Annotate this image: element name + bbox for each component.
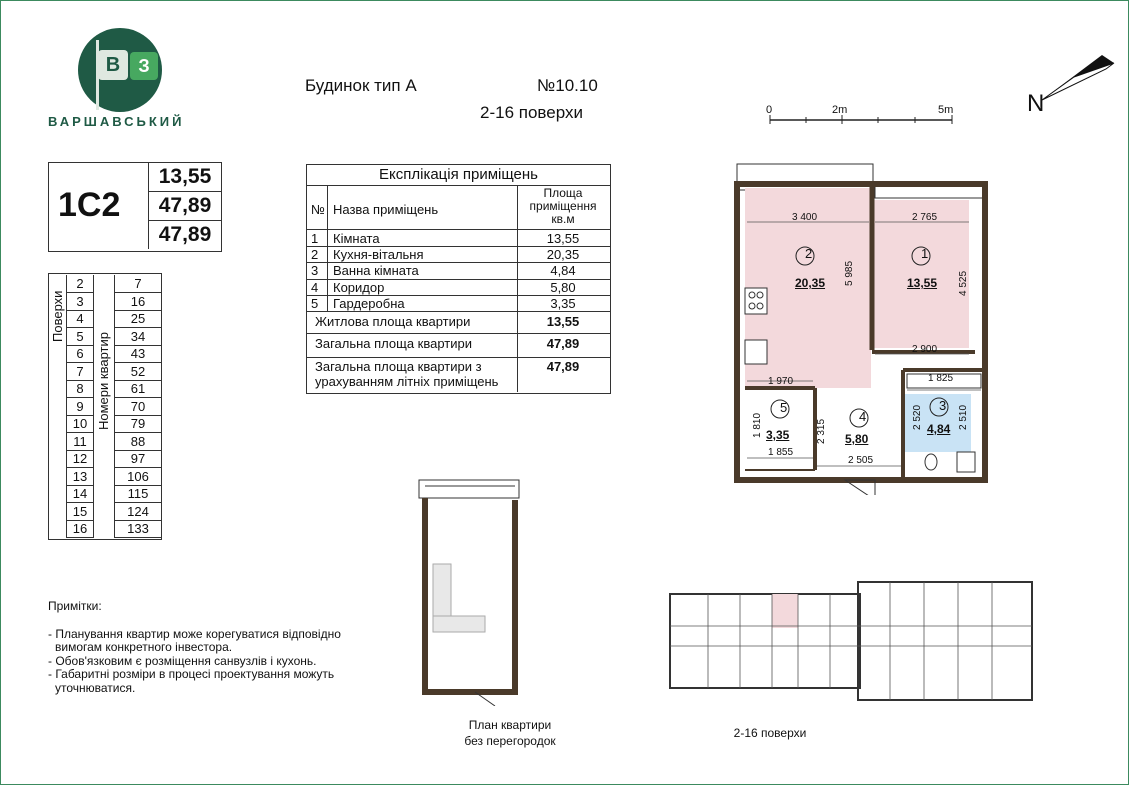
- apartment-number-cell: 115: [114, 485, 161, 503]
- area-total-summer: 47,89: [148, 221, 221, 249]
- floor-row: [66, 415, 160, 432]
- floor-row: [66, 503, 160, 520]
- north-arrow-icon: [1040, 45, 1120, 105]
- floor-row: [66, 398, 160, 415]
- floor-number: 14: [66, 485, 94, 503]
- note-line: - Габаритні розміри в процесі проектування можуть: [48, 667, 335, 681]
- explication-table: [306, 164, 611, 394]
- apartment-number-cell: 61: [114, 380, 161, 398]
- apartment-number-cell: 70: [114, 398, 161, 416]
- plan-dimension: 1 825: [928, 373, 954, 384]
- note-line: - Обов'язковим є розміщення санвузлів і кухонь.: [48, 653, 317, 668]
- room-no: 5: [311, 295, 319, 311]
- open-plan-caption-1: План квартири: [468, 718, 552, 732]
- plan-dimension: 3 400: [792, 212, 818, 223]
- floor-row: [66, 310, 160, 327]
- floor-number: 13: [66, 468, 94, 486]
- plan-room-number: 1: [921, 246, 929, 261]
- scale-bar: [760, 100, 960, 130]
- plan-dimension: 4 525: [958, 270, 969, 296]
- plan-room-area: 13,55: [907, 276, 938, 290]
- room-area: 4,84: [550, 263, 576, 279]
- room-name: Кухня-вітальня: [333, 247, 424, 263]
- floor-key-plan: [668, 580, 1036, 702]
- room-area: 3,35: [550, 295, 576, 311]
- plan-dimension: 1 810: [752, 412, 763, 438]
- floor-number: 15: [66, 503, 94, 521]
- floor-number: 2: [66, 275, 94, 293]
- total-area-value: 47,89: [546, 336, 580, 351]
- room-name: Кімната: [333, 231, 380, 246]
- room-name: Ванна кімната: [333, 263, 419, 279]
- apartment-number-cell: 79: [114, 415, 161, 433]
- apartment-number-cell: 97: [114, 450, 161, 468]
- note-line: вимогам конкретного інвестора.: [55, 640, 233, 654]
- plan-dimension: 5 985: [844, 260, 855, 286]
- living-area-value: 13,55: [546, 314, 580, 329]
- floor-row: [66, 485, 160, 502]
- note-line: - Планування квартир може корегуватися відповідно: [48, 626, 341, 641]
- area-total: 47,89: [148, 192, 221, 221]
- logo-letter-z: З: [130, 52, 158, 80]
- floor-row: [66, 450, 160, 467]
- apartment-number-cell: 88: [114, 433, 161, 451]
- floor-number: 3: [66, 293, 94, 311]
- floor-number: 10: [66, 415, 94, 433]
- logo-letter-b: B: [98, 50, 128, 80]
- floor-row: [66, 328, 160, 345]
- apartment-number: №10.10: [537, 76, 598, 95]
- floor-row: [66, 380, 160, 397]
- summer-area-label: Загальна площа квартири з урахуванням літніх приміщень: [315, 359, 499, 389]
- floor-number: 4: [66, 310, 94, 328]
- col-name-header: Назва приміщень: [333, 202, 439, 217]
- apartment-number-cell: 106: [114, 468, 161, 486]
- apartment-number-cell: 52: [114, 363, 161, 381]
- note-line: уточнюватися.: [55, 680, 136, 695]
- floor-row: [66, 275, 160, 292]
- floor-row: [66, 468, 160, 485]
- room-no: 4: [311, 279, 319, 295]
- total-area-label: Загальна площа квартири: [315, 336, 473, 351]
- plan-dimension: 2 765: [912, 212, 938, 223]
- floors-column-label: Поверхи: [50, 290, 65, 342]
- plan-room-number: 4: [859, 409, 867, 424]
- plan-dimension: 2 520: [912, 404, 923, 430]
- plan-dimension: 2 510: [958, 404, 969, 430]
- apartment-number-cell: 133: [114, 520, 161, 538]
- notes-block: [48, 600, 341, 695]
- apartment-number-cell: 25: [114, 310, 161, 328]
- floor-row: [66, 520, 160, 537]
- room-no: 3: [311, 263, 319, 279]
- living-area-label: Житлова площа квартири: [315, 314, 471, 329]
- apartment-number-cell: 16: [114, 293, 161, 311]
- scale-tick-0: 0: [766, 104, 773, 116]
- north-label: N: [1027, 90, 1045, 117]
- room-name: Коридор: [333, 279, 385, 295]
- plan-dimension: 1 970: [768, 376, 794, 387]
- notes-title: Примітки:: [48, 599, 102, 613]
- plan-dimension: 1 855: [768, 447, 794, 458]
- apartment-number-cell: 7: [114, 275, 161, 293]
- floor-plan-caption: 2-16 поверхи: [733, 726, 807, 740]
- open-plan-caption-2: без перегородок: [464, 734, 556, 748]
- floor-number: 9: [66, 398, 94, 416]
- room-area: 13,55: [546, 231, 580, 246]
- floor-row: [66, 433, 160, 450]
- plan-dimension: 2 900: [912, 344, 938, 355]
- floor-row: [66, 363, 160, 380]
- apartments-column-label: Номери квартир: [96, 332, 111, 430]
- open-plan-drawing: [415, 476, 525, 706]
- room-area: 20,35: [546, 247, 580, 263]
- plan-room-area: 20,35: [795, 276, 826, 290]
- apartment-number-cell: 34: [114, 328, 161, 346]
- room-area: 5,80: [550, 279, 576, 295]
- room-no: 2: [311, 247, 319, 263]
- apartment-code: 1С2: [58, 186, 121, 224]
- floor-number: 16: [66, 520, 94, 538]
- summer-area-value: 47,89: [546, 359, 580, 374]
- plan-room-number: 2: [805, 246, 813, 261]
- floor-number: 5: [66, 328, 94, 346]
- room-name: Гардеробна: [333, 295, 405, 311]
- plan-room-area: 4,84: [927, 422, 951, 436]
- apartment-number-cell: 124: [114, 503, 161, 521]
- explication-title: Експлікація приміщень: [379, 166, 538, 183]
- floors-range: 2-16 поверхи: [480, 103, 583, 122]
- apartment-number-cell: 43: [114, 345, 161, 363]
- plan-room-area: 3,35: [766, 428, 790, 442]
- room-no: 1: [311, 231, 319, 246]
- floor-number: 7: [66, 363, 94, 381]
- scale-tick-5m: 5m: [938, 104, 954, 116]
- floor-number: 6: [66, 345, 94, 363]
- building-type: Будинок тип А: [305, 76, 417, 95]
- floor-row: [66, 345, 160, 362]
- plan-dimension: 2 315: [816, 418, 827, 444]
- area-living: 13,55: [148, 163, 221, 192]
- brand-name: ВАРШАВСЬКИЙ: [48, 114, 185, 129]
- plan-room-number: 3: [939, 398, 947, 413]
- floor-number: 11: [66, 433, 94, 451]
- floor-number: 8: [66, 380, 94, 398]
- plan-room-number: 5: [780, 400, 788, 415]
- floor-number: 12: [66, 450, 94, 468]
- scale-tick-2m: 2m: [832, 104, 848, 116]
- plan-room-area: 5,80: [845, 432, 869, 446]
- col-number-header: №: [311, 202, 325, 217]
- plan-dimension: 2 505: [848, 455, 874, 466]
- floor-row: [66, 293, 160, 310]
- col-area-header: Площа приміщення кв.м: [529, 186, 597, 226]
